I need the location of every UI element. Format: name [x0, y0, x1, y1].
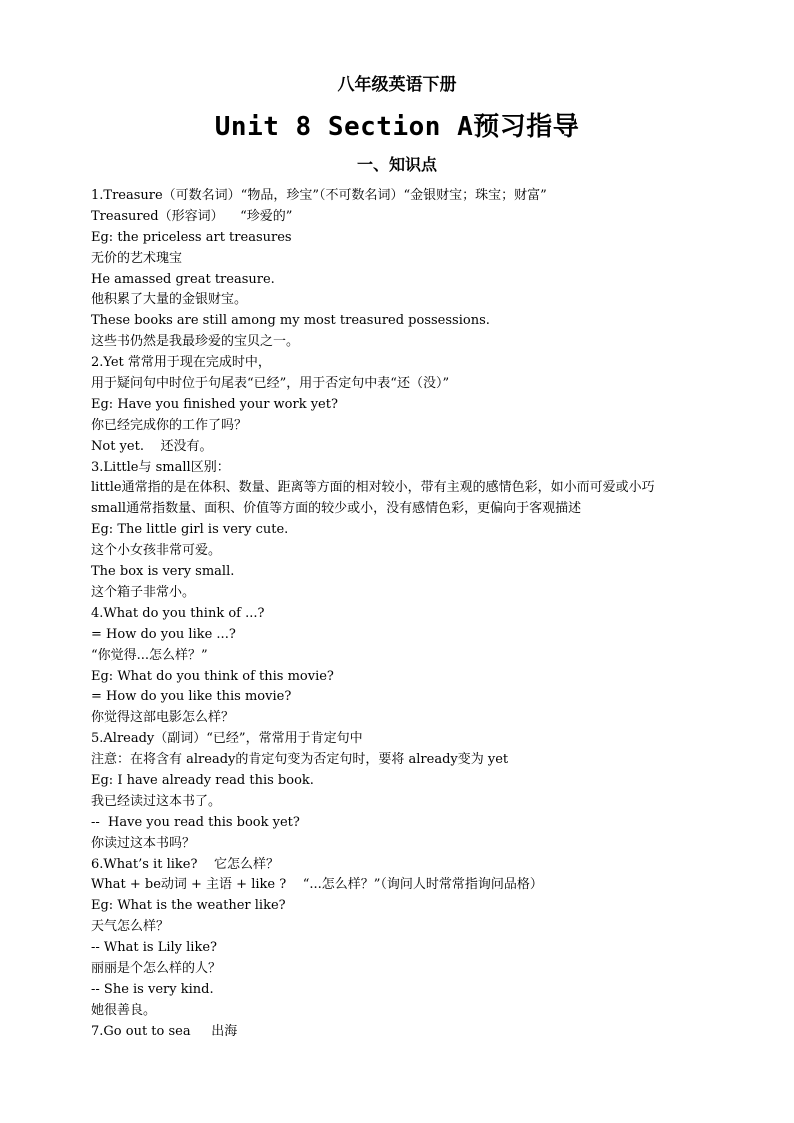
text-line: 2.Yet 常常用于现在完成时中， — [91, 355, 271, 371]
text-line: Eg: Have you finished your work yet? — [91, 396, 338, 412]
text-line: 天气怎么样？ — [91, 919, 170, 935]
text-line: Eg: What is the weather like? — [91, 898, 286, 914]
text-line: Eg: the priceless art treasures — [91, 229, 292, 245]
text-line: = How do you like this movie? — [91, 689, 292, 705]
text-line: Eg: What do you think of this movie? — [91, 668, 334, 684]
text-line: 丽丽是个怎么样的人？ — [91, 960, 222, 976]
text-line: Eg: I have already read this book. — [91, 772, 314, 788]
text-line: 7.Go out to sea 出海 — [91, 1023, 238, 1039]
text-line: 你读过这本书吗？ — [91, 835, 196, 851]
subject-heading: 八年级英语下册 — [337, 75, 457, 95]
text-line: 用于疑问句中时位于句尾表“已经”，用于否定句中表“还（没）” — [91, 376, 450, 392]
text-line: little通常指的是在体积、数量、距离等方面的相对较小，带有主观的感情色彩，如小而可爱或小巧 — [91, 480, 655, 496]
text-line: He amassed great treasure. — [91, 271, 275, 287]
section-heading: 一、知识点 — [356, 155, 437, 174]
text-line: 我已经读过这本书了。 — [91, 793, 222, 809]
text-line: 1.Treasure（可数名词）“物品，珍宝”（不可数名词）“金银财宝；珠宝；财富” — [91, 188, 547, 203]
text-line: Not yet. 还没有。 — [91, 438, 213, 454]
text-line: 3.Little与 small区别： — [91, 459, 230, 475]
text-line: -- Have you read this book yet? — [91, 814, 300, 830]
text-line: Eg: The little girl is very cute. — [91, 522, 289, 538]
text-line: 他积累了大量的金银财宝。 — [91, 292, 248, 308]
notes-body — [60, 186, 740, 1043]
text-line: 5.Already（副词）“已经”，常常用于肯定句中 — [91, 731, 363, 747]
text-line: 你已经完成你的工作了吗？ — [91, 417, 248, 433]
text-line: “你觉得...怎么样？” — [91, 647, 208, 663]
text-line: 这个箱子非常小。 — [91, 584, 196, 600]
text-line: 这个小女孩非常可爱。 — [91, 543, 222, 559]
text-line: 注意：在将含有 already的肯定句变为否定句时，要将 already变为 yet — [91, 752, 509, 768]
text-line: Treasured（形容词） “珍爱的” — [91, 208, 293, 224]
text-line: 4.What do you think of ...? — [91, 605, 265, 621]
page-title: Unit 8 Section A预习指导 — [214, 112, 580, 142]
text-line: -- What is Lily like? — [91, 940, 218, 956]
text-line: small通常指数量、面积、价值等方面的较少或小，没有感情色彩，更偏向于客观描述 — [91, 501, 582, 517]
text-line: = How do you like ...? — [91, 626, 236, 642]
text-line: 6.What’s it like? 它怎么样？ — [91, 856, 279, 872]
text-line: -- She is very kind. — [91, 981, 214, 997]
text-line: 她很善良。 — [91, 1002, 157, 1018]
text-line: What + be动词 + 主语 + like ? “...怎么样？”（询问人时常常指询问品格） — [91, 877, 543, 893]
text-line: The box is very small. — [91, 564, 235, 580]
text-line: 这些书仍然是我最珍爱的宝贝之一。 — [91, 334, 300, 350]
text-line: These books are still among my most treasured possessions. — [91, 313, 490, 329]
text-line: 你觉得这部电影怎么样？ — [91, 710, 235, 726]
text-line: 无价的艺术瑰宝 — [91, 250, 183, 266]
